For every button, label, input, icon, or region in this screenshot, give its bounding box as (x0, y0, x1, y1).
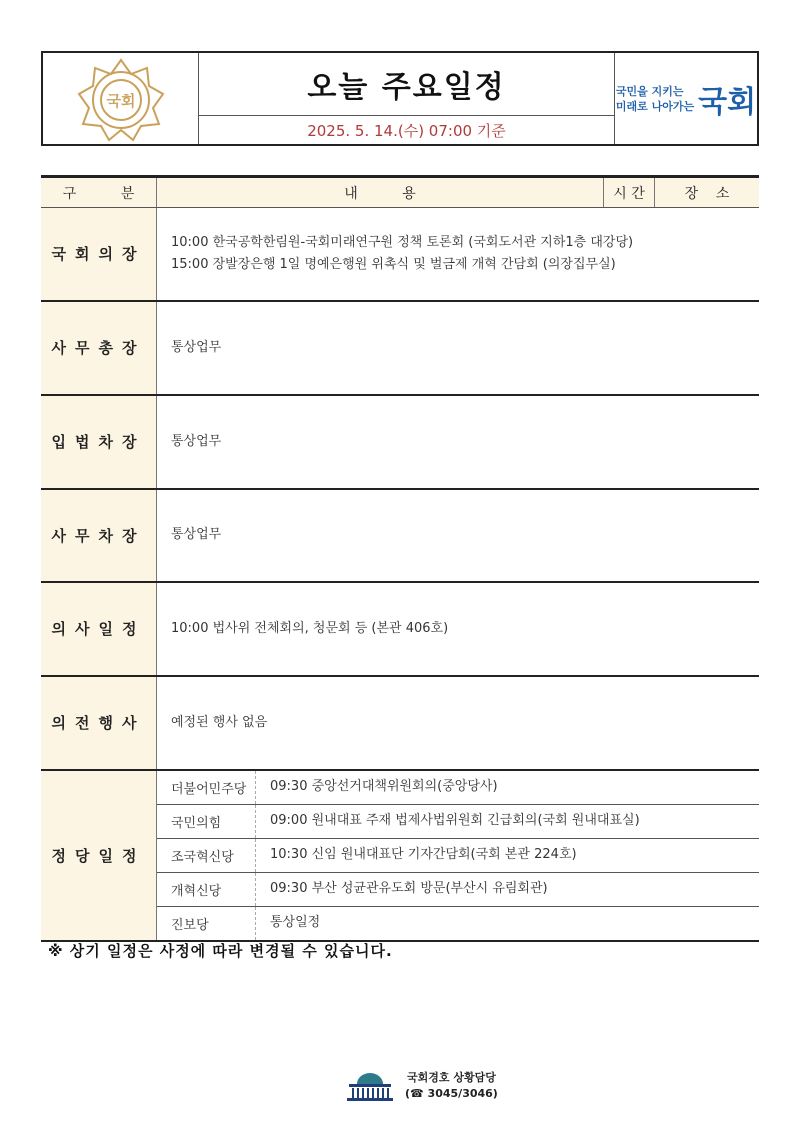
table-header (41, 177, 759, 208)
table-row: 의전행사 예정된 행사 없음 (41, 676, 759, 770)
party-row: 정당일정 더불어민주당 09:30 중앙선거대책위원회의(중앙당사) (41, 770, 759, 805)
contact-info: 국회경호 상황담당 (☎ 3045/3046) (405, 1071, 498, 1100)
table-row: 사무총장 통상업무 (41, 301, 759, 395)
page-title: 오늘 주요일정 (199, 53, 614, 116)
header-category: 구 분 (41, 177, 157, 208)
title-cell (199, 53, 615, 144)
logo-cell (43, 53, 199, 144)
party-row: 진보당 통상일정 (41, 906, 759, 941)
table-row: 사무차장 통상업무 (41, 489, 759, 582)
disclaimer-note: ※ 상기 일정은 사정에 따라 변경될 수 있습니다. (48, 942, 393, 960)
assembly-building-icon (345, 1070, 395, 1102)
party-row: 국민의힘 09:00 원내대표 주재 법제사법위원회 긴급회의(국회 원내대표실) (41, 804, 759, 838)
brand-slogan: 국민을 지키는 미래로 나아가는 (615, 84, 695, 113)
table-row: 국회의장 10:00 한국공학한림원-국회미래연구원 정책 토론회 (국회도서관 지하1층 대강당) 15:00 장발장은행 1일 명예은행원 위촉식 및 벌금제 개혁 간담회 (의장집무실) (41, 208, 759, 301)
svg-text:국회: 국회 (106, 91, 135, 110)
table-row: 의사일정 10:00 법사위 전체회의, 청문회 등 (본관 406호) (41, 582, 759, 676)
header-time: 시 간 (604, 177, 655, 208)
brand-cell (615, 53, 757, 144)
reference-date: 2025. 5. 14.(수) 07:00 기준 (307, 121, 506, 140)
header-place: 장 소 (655, 177, 760, 208)
brand-logo: 국회 (698, 84, 757, 120)
schedule-table (41, 175, 759, 942)
party-row: 조국혁신당 10:30 신임 원내대표단 기자간담회(국회 본관 224호) (41, 838, 759, 872)
party-row: 개혁신당 09:30 부산 성균관유도회 방문(부산시 유림회관) (41, 872, 759, 906)
document-header (41, 51, 759, 146)
header-content: 내 용 (157, 177, 604, 208)
table-row: 입법차장 통상업무 (41, 395, 759, 489)
footer (345, 1070, 498, 1102)
national-assembly-emblem-icon (75, 56, 167, 142)
